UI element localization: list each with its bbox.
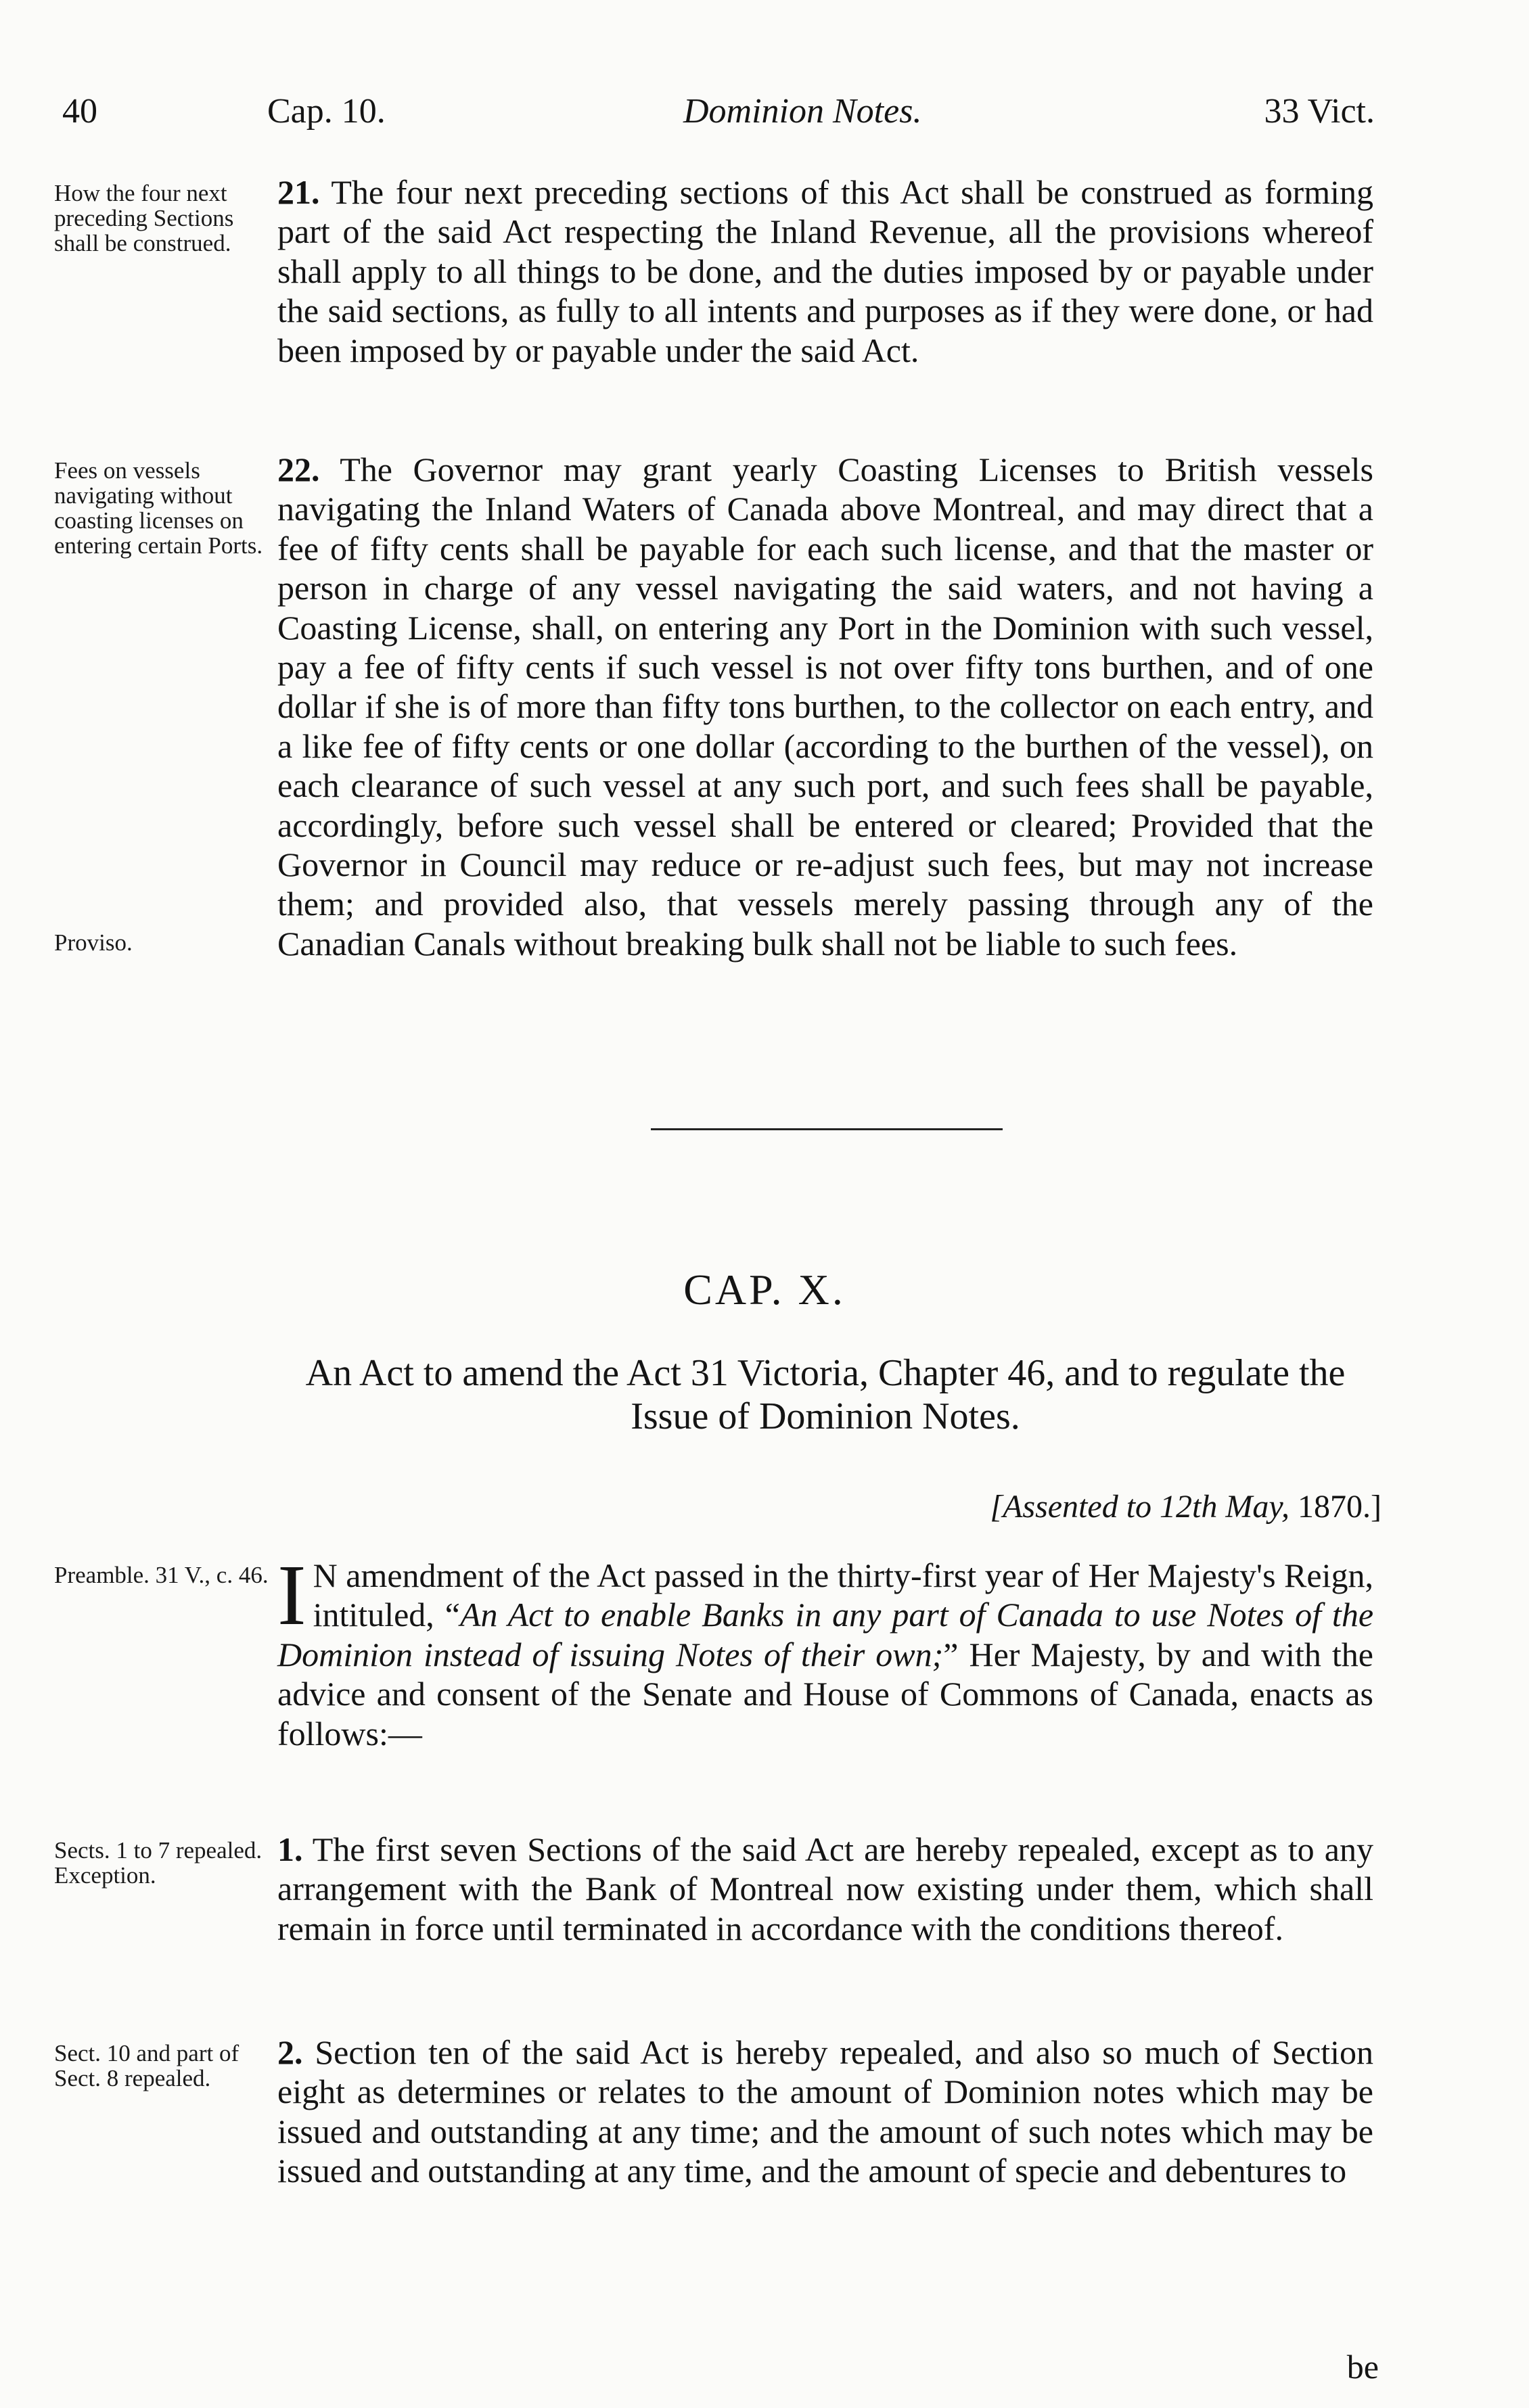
running-header bbox=[0, 91, 1529, 145]
page-number: 40 bbox=[62, 92, 97, 131]
assent-day: 12th bbox=[1160, 1489, 1218, 1525]
assent-date bbox=[990, 1488, 1382, 1525]
section-21-body bbox=[277, 172, 1373, 370]
margin-note-section-21: How the four next preceding Sections shall be construed. bbox=[54, 180, 234, 256]
preamble-text-start: N amendment of the Act passed in the thirty-first year of Her Majesty's Reign, intituled, “ bbox=[313, 1556, 1373, 1634]
drop-cap: I bbox=[277, 1547, 306, 1643]
assent-prefix: [Assented to bbox=[990, 1489, 1160, 1525]
section-number: 21. bbox=[277, 173, 320, 211]
section-1-body bbox=[277, 1830, 1373, 1948]
preamble-body bbox=[277, 1547, 1374, 1753]
margin-note-preamble: Preamble. 31 V., c. 46. bbox=[54, 1562, 269, 1588]
chapter-label: Cap. 10. bbox=[267, 92, 386, 131]
section-number: 2. bbox=[277, 2033, 303, 2071]
section-number: 22. bbox=[277, 450, 320, 488]
proviso-text: Provided that the Governor in Council may reduce or re-adjust such fees, but may not increase them; and provided also, that vessels merely passing through any of the Canadian Canals without breaking bulk shall not be liable to such fees. bbox=[277, 806, 1374, 963]
regnal-year: 33 Vict. bbox=[1264, 92, 1375, 131]
section-2-body bbox=[277, 2033, 1373, 2191]
margin-note-section-1: Sects. 1 to 7 repealed. Exception. bbox=[54, 1837, 263, 1889]
margin-note-section-22: Fees on vessels navigating without coasting licenses on entering certain Ports. bbox=[54, 457, 263, 559]
margin-note-section-2: Sect. 10 and part of Sect. 8 repealed. bbox=[54, 2040, 239, 2091]
section-number: 1. bbox=[277, 1830, 303, 1868]
section-text: The Governor may grant yearly Coasting Licenses to British vessels navigating the Inland Waters of Canada above Montreal, and may direct that a fee of fifty cents shall be payable for each such license, and that the master or person in charge of any vessel navigating the said waters, and not having a Coasting License, shall, on entering any Port in the Dominion with such vessel, pay a fee of fifty cents if such vessel is not over fifty tons burthen, and of one dollar if she is of more than fifty tons burthen, to the collector on each entry, and a like fee of fifty cents or one dollar (according to the burthen of the vessel), on each clearance of such vessel at any such port, and such fees shall be payable, accordingly, before such vessel shall be entered or cleared; bbox=[277, 450, 1373, 844]
running-title: Dominion Notes. bbox=[683, 92, 922, 131]
preamble-text-end: ” Her Majesty, by and with the advice and consent of the Senate and House of Commons of Canada, enacts as follows:— bbox=[277, 1635, 1373, 1753]
chapter-heading: CAP. X. bbox=[683, 1266, 846, 1314]
section-text: The first seven Sections of the said Act are hereby repealed, except as to any arrangement with the Bank of Montreal now existing under them, which shall remain in force until terminated in accordance with the conditions thereof. bbox=[277, 1830, 1373, 1947]
catchword: be bbox=[1346, 2348, 1379, 2386]
assent-year: 1870.] bbox=[1290, 1489, 1382, 1525]
quoted-act-title: An Act to enable Banks in any part of Canada to use Notes of the Dominion instead of issuing Notes of their own; bbox=[277, 1596, 1374, 1673]
section-22-body bbox=[277, 450, 1373, 963]
section-text: The four next preceding sections of this Act shall be construed as forming part of the said Act respecting the Inland Revenue, all the provisions whereof shall apply to all things to be done, and the duties imposed by or payable under the said sections, as fully to all intents and purposes as if they were done, or had been imposed by or payable under the said Act. bbox=[277, 173, 1373, 369]
assent-month: May, bbox=[1217, 1489, 1290, 1525]
divider-rule bbox=[651, 1128, 1003, 1130]
margin-note-proviso: Proviso. bbox=[54, 929, 133, 956]
act-title: An Act to amend the Act 31 Victoria, Chapter 46, and to regulate the Issue of Dominion Notes. bbox=[305, 1352, 1346, 1437]
section-text: Section ten of the said Act is hereby repealed, and also so much of Section eight as determines or relates to the amount of Dominion notes which may be issued and outstanding at any time; and the amount of such notes which may be issued and outstanding at any time, and the amount of specie and debentures to bbox=[277, 2033, 1373, 2190]
